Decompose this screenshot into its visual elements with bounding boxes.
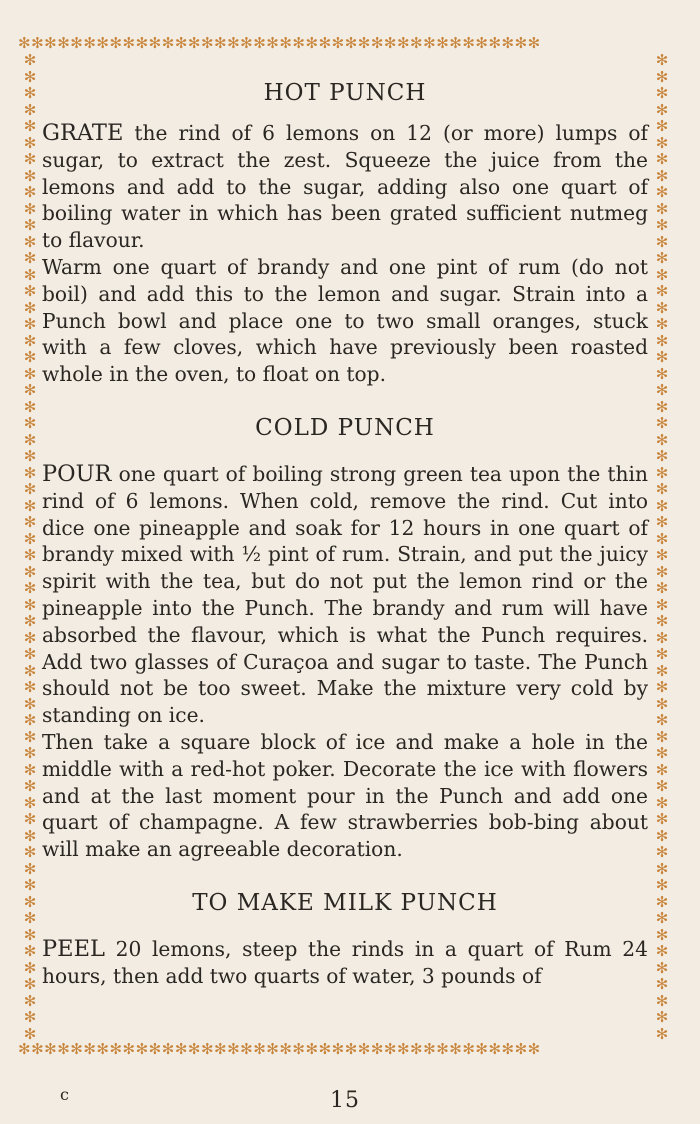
- hot-punch-paragraph-1: [42, 120, 648, 254]
- paragraph-text: Warm one quart of brandy and one pint of rum (do not boil) and add this to the lemon and sugar. Strain into a Punch bowl and place one to two small oranges, stuck with a few cloves, which have previously been roasted whole in the oven, to float on top.: [42, 254, 648, 387]
- border-right-ornament: ✻ ✻ ✻ ✻ ✻ ✻ ✻ ✻ ✻ ✻ ✻ ✻ ✻ ✻ ✻ ✻ ✻ ✻ ✻ ✻ ✻ ✻ ✻ ✻ ✻ ✻ ✻ ✻ ✻ ✻ ✻ ✻ ✻ ✻ ✻ ✻ ✻ ✻ ✻ ✻ ✻ ✻ ✻ ✻ ✻ ✻ ✻ ✻ ✻ ✻ ✻ ✻ ✻ ✻ ✻ ✻ ✻ ✻ ✻ ✻: [655, 52, 669, 1040]
- hot-punch-paragraph-2: [42, 254, 648, 388]
- lead-word: GRATE: [42, 120, 124, 146]
- paragraph-text: one quart of boiling strong green tea upon the thin rind of 6 lemons. When cold, remove the rind. Cut into dice one pineapple and soak for 12 hours in one quart of brandy mixed with ½ pint of rum. Strain, and put the juicy spirit with the tea, but do not put the lemon rind or the pineapple into the Punch. The brandy and rum will have absorbed the flavour, which is what the Punch requires. Add two glasses of Curaçoa and sugar to taste. The Punch should not be too sweet. Make the mixture very cold by standing on ice.: [42, 461, 648, 728]
- lead-word: POUR: [42, 460, 112, 487]
- cold-punch-paragraph-1: [42, 461, 648, 729]
- recipe-text-block: [42, 72, 648, 990]
- section-title-cold-punch: COLD PUNCH: [255, 414, 435, 441]
- paragraph-text: 20 lemons, steep the rinds in a quart of Rum 24 hours, then add two quarts of water, 3 pounds of: [42, 936, 648, 988]
- signature-mark: c: [60, 1085, 69, 1104]
- cold-punch-paragraph-2: [42, 729, 648, 863]
- border-left-ornament: ✻ ✻ ✻ ✻ ✻ ✻ ✻ ✻ ✻ ✻ ✻ ✻ ✻ ✻ ✻ ✻ ✻ ✻ ✻ ✻ ✻ ✻ ✻ ✻ ✻ ✻ ✻ ✻ ✻ ✻ ✻ ✻ ✻ ✻ ✻ ✻ ✻ ✻ ✻ ✻ ✻ ✻ ✻ ✻ ✻ ✻ ✻ ✻ ✻ ✻ ✻ ✻ ✻ ✻ ✻ ✻ ✻ ✻ ✻ ✻: [23, 52, 37, 1040]
- lead-word: PEEL: [42, 935, 105, 962]
- paragraph-text: Then take a square block of ice and make a hole in the middle with a red-hot poker. Decorate the ice with flowers and at the last moment pour in the Punch and add one quart of champagne. A few strawberries bob-bing about will make an agreeable decoration.: [42, 729, 648, 862]
- milk-punch-paragraph-1: [42, 936, 648, 990]
- border-top-ornament: ✻✻✻✻✻✻✻✻✻✻✻✻✻✻✻✻✻✻✻✻✻✻✻✻✻✻✻✻✻✻✻✻✻✻✻✻✻✻✻✻: [18, 34, 541, 52]
- border-bottom-ornament: ✻✻✻✻✻✻✻✻✻✻✻✻✻✻✻✻✻✻✻✻✻✻✻✻✻✻✻✻✻✻✻✻✻✻✻✻✻✻✻✻: [18, 1040, 541, 1058]
- page-number: 15: [330, 1088, 360, 1113]
- section-title-hot-punch: HOT PUNCH: [263, 80, 427, 106]
- section-title-milk-punch: TO MAKE MILK PUNCH: [192, 889, 498, 916]
- paragraph-text: the rind of 6 lemons on 12 (or more) lumps of sugar, to extract the zest. Squeeze the juice from the lemons and add to the sugar, adding also one quart of boiling water in which has been grated sufficient nutmeg to flavour.: [42, 121, 648, 253]
